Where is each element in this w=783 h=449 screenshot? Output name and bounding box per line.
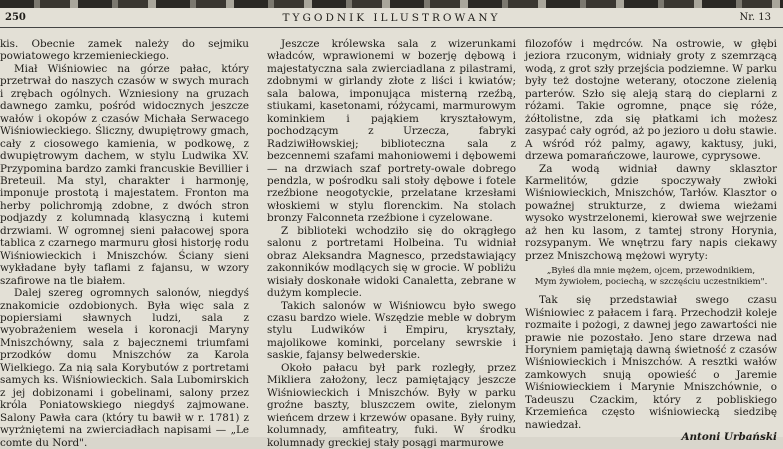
paragraph: Dalej szereg ogromnych salonów, niegdyś znakomicie ozdobionych. Była więc sala z popiersiami sławnych ludzi, sala z wyobrażeniem wesela i koronacji Maryny Mniszchówny, sala z bajecznemi triumfami przodków domu Mniszchów za Karola Wielkiego. Za nią sala Korybutów z portretami samych ks. Wiśniowieckich. Sala Lubomirskich z jej dobizonami i gobelinami, salony przez króla Poniatowskiego niegdyś zajmowane. Salony Pawła cara (który tu bawił w r. 1781) z wyrżniętemi na zwierciadłach napisami — „Le comte du Nord". — [0, 287, 249, 449]
paragraph: Z biblioteki wchodziło się do okrągłego salonu z portretami Holbeina. Tu widniał obraz Aleksandra Magnesco, przedstawiający zakonników modlących się w grocie. W pobliżu wisiały doskonałe widoki Canaletta, zebrane w dużym komplecie. — [267, 224, 516, 300]
header-rule — [0, 27, 783, 28]
paragraph: filozofów i mędrców. Na ostrowie, w głębi jeziora rzuconym, widniały groty z szemrzącą wodą, z grot szły przejścia podziemne. W parku były też dostojne weterany, otoczone zielenią parterów. Szło się aleją starą do cieplarni z różami. Takie ogromne, pnące się róże, żółtolistne, zda się płatkami ich możesz zasypać cały ogród, aż po jezioro u dołu stawie. A wśród róż palmy, agawy, kaktusy, juki, drzewa pomarańczowe, laurowe, cyprysowe. — [525, 38, 777, 163]
paragraph: Za wodą widniał dawny sklasztor Karmelitów, gdzie spoczywały zwłoki Wiśniowieckich, Mniszchów, Tarłów. Klasztor o powaźnej strukturze, z dwiema wieżami wysoko wystrzelonemi, kierował swe wejrzenie aż hen ku lasom, z tamtej strony Horynia, rozsypanym. We wnętrzu fary napis ciekawy przez Mniszchową mężowi wyryty: — [525, 162, 777, 262]
publication-title: TYGODNIK ILLUSTROWANY — [282, 12, 501, 24]
paragraph: Miał Wiśniowiec na górze pałac, który przetrwał do naszych czasów w swych murach i zrębach ogólnych. Wzniesiony na gruzach dawnego zamku, pośród widocznych jeszcze wałów i okopów z czasów Michała Serwacego Wiśniowieckiego. Śliczny, dwupiętrowy gmach, cały z ciosowego kamienia, w podkowę, z dwupiętrowym dachem, w stylu Ludwika XV. Przypomina bardzo zamki francuskie Bevillier i Breteuil. Ma styl, charakter i harmonję, imponuje prostotą i majestatem. Fronton ma herby polichromją zdobne, z dwóch stron podjazdy z kolumnadą klasyczną i kutemi drzwiami. W ogromnej sieni pałacowej spora tablica z czarnego marmuru głosi historję rodu Wiśniowieckich i Mniszchów. Ściany sieni wykładane były taflami z fajansu, w wzory szafirowe na tle białem. — [0, 62, 249, 287]
inscription-line: Mym żywiołem, pociechą, w szczęściu uczestnikiem". — [534, 277, 768, 288]
column-1 — [0, 38, 249, 449]
paragraph: Jeszcze królewska sala z wizerunkami władców, wprawionemi w bozerję dębową i majestatyczna sala zwierciadlana z pilastrami, zdobnymi w girlandy złote z liści i kwiatów; sala balowa, imponująca misterną rzeźbą, stiukami, kasetonami, różycami, marmurowym kominkiem i pająkiem kryształowym, pochodzącym z Urzecza, fabryki Radziwiłłowskiej; biblioteczna sala z bezcennemi szafami mahoniowemi i dębowemi — na drzwiach szaf portrety-owale dobrego pendzla, w pośrodku sali stoły dębowe i fotele rzeźbione neogotyckie, przelatane krzesłami włoskiemi w stylu florenckim. Na stolach bronzy Falconneta rzeźbione i cyzelowane. — [267, 38, 516, 225]
top-scan-strip — [0, 0, 783, 8]
page-number: 250 — [5, 12, 26, 23]
paragraph: kis. Obecnie zamek należy do sejmiku powiatowego krzemienieckiego. — [0, 38, 249, 63]
column-2 — [267, 38, 516, 449]
page-header — [0, 12, 783, 26]
column-3 — [525, 38, 777, 444]
paragraph: Około pałacu był park rozległy, przez Mikliera założony, lecz pamiętający jeszcze Wiśniowieckich i Mniszchów. Były w parku groźne baszty, bluszczem owite, zielonym wieńcem drzew i krzewów opasane. Były ruiny, kolumnady, amfiteatry, fuki. W środku kolumnady greckiej stały posągi marmurowe — [267, 361, 516, 449]
paragraph: Takich salonów w Wiśniowcu było swego czasu bardzo wiele. Wszędzie meble w dobrym stylu Ludwików i Empiru, kryształy, majolikowe kominki, porcelany sewrskie i saskie, fajansy belwederskie. — [267, 299, 516, 362]
inscription-quote — [525, 266, 777, 288]
paragraph: Tak się przedstawiał swego czasu Wiśniowiec z pałacem i farą. Przechodził koleje rozmaite i pożogi, z dawnej jego zawartości nie prawie nie pozostało. Jeno stare drzewa nad Horyniem pamiętają dawną świetność z czasów Wiśniowieckich i Mniszchów. A resztki wałów zamkowych snują opowieść o Jaremie Wiśniowieckiem i Marynie Mniszchównie, o Tadeuszu Czackim, który z pobliskiego Krzemieńca często wiśniowiecką siedzibę nawiedzał. — [525, 294, 777, 431]
author-signature: Antoni Urbański — [681, 431, 777, 444]
inscription-line: „Byłeś dla mnie mężem, ojcem, przewodnikiem, — [546, 266, 756, 277]
issue-number: Nr. 13 — [739, 12, 771, 23]
